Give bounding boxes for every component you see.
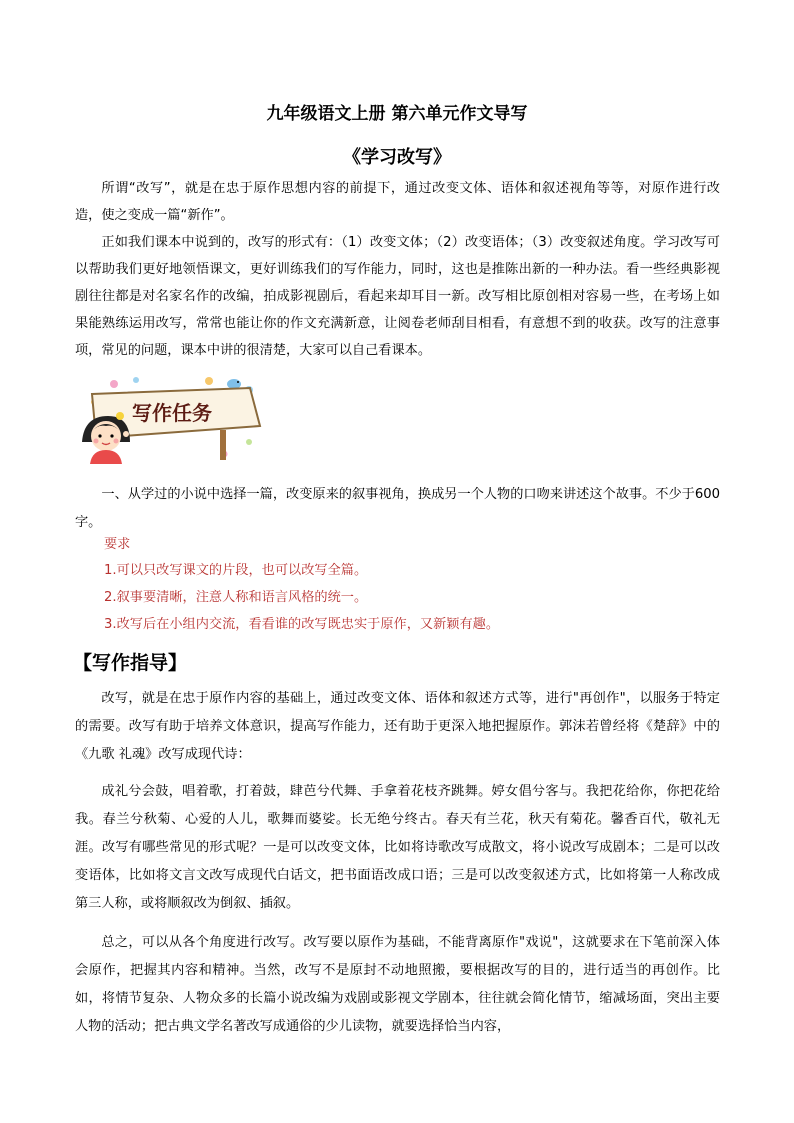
guide-paragraph-2: 成礼兮会鼓，唱着歌，打着鼓，肆芭兮代舞、手拿着花枝齐跳舞。婷女倡兮客与。我把花给你，你把花给我。春兰兮秋菊、心爱的人儿，歌舞而婆娑。长无绝兮终古。春天有兰花，秋天有菊花。馨香百代，敬礼无涯。改写有哪些常见的形式呢？一是可以改变文体，比如将诗歌改写成散文，将小说改写成剧本；二是可以改变语体，比如将文言文改写成现代白话文，把书面语改成口语；三是可以改变叙述方式，比如将第一人称改成第三人称，或将顺叙改为倒叙、插叙。 <box>75 784 720 911</box>
writing-task-banner <box>74 372 274 464</box>
requirement-item-2: 2.叙事要清晰，注意人称和语言风格的统一。 <box>104 590 368 605</box>
requirement-item-3: 3.改写后在小组内交流，看看谁的改写既忠实于原作，又新颖有趣。 <box>104 617 500 632</box>
banner-label: 写作任务 <box>132 401 212 425</box>
requirement-item-1: 1.可以只改写课文的片段，也可以改写全篇。 <box>104 563 368 578</box>
guide-paragraph-3: 总之，可以从各个角度进行改写。改写要以原作为基础，不能背离原作"戏说"，这就要求在下笔前深入体会原作，把握其内容和精神。当然，改写不是原封不动地照搬，要根据改写的目的，进行适当的再创作。比如，将情节复杂、人物众多的长篇小说改编为戏剧或影视文学剧本，往往就会简化情节，缩减场面，突出主要人物的活动；把古典文学名著改写成通俗的少儿读物，就要选择恰当内容， <box>75 935 720 1034</box>
task-paragraph: 一、从学过的小说中选择一篇，改变原来的叙事视角，换成另一个人物的口吻来讲述这个故事。不少于600字。 <box>75 487 720 530</box>
document-title: 九年级语文上册 第六单元作文导写 <box>266 104 528 124</box>
intro-paragraph-2: 正如我们课本中说到的，改写的形式有：（1）改变文体；（2）改变语体；（3）改变叙述角度。学习改写可以帮助我们更好地领悟课文，更好训练我们的写作能力，同时，这也是推陈出新的一种办法。看一些经典影视剧往往都是对名家名作的改编，拍成影视剧后，看起来却耳目一新。改写相比原创相对容易一些，在考场上如果能熟练运用改写，常常也能让你的作文充满新意，让阅卷老师刮目相看，有意想不到的收获。改写的注意事项，常见的问题，课本中讲的很清楚，大家可以自己看课本。 <box>75 235 720 358</box>
flower-icon <box>110 380 118 388</box>
guide-heading: 【写作指导】 <box>73 652 188 674</box>
document-subtitle: 《学习改写》 <box>343 147 451 168</box>
intro-paragraph-1: 所谓“改写”，就是在忠于原作思想内容的前提下，通过改变文体、语体和叙述视角等等，对原作进行改造，使之变成一篇“新作”。 <box>75 181 720 223</box>
requirements-heading: 要求 <box>104 537 131 552</box>
guide-paragraph-1: 改写，就是在忠于原作内容的基础上，通过改变文体、语体和叙述方式等，进行"再创作"，以服务于特定的需要。改写有助于培养文体意识，提高写作能力，还有助于更深入地把握原作。郭沫若曾经将《楚辞》中的《九歌 礼魂》改写成现代诗： <box>75 691 720 762</box>
